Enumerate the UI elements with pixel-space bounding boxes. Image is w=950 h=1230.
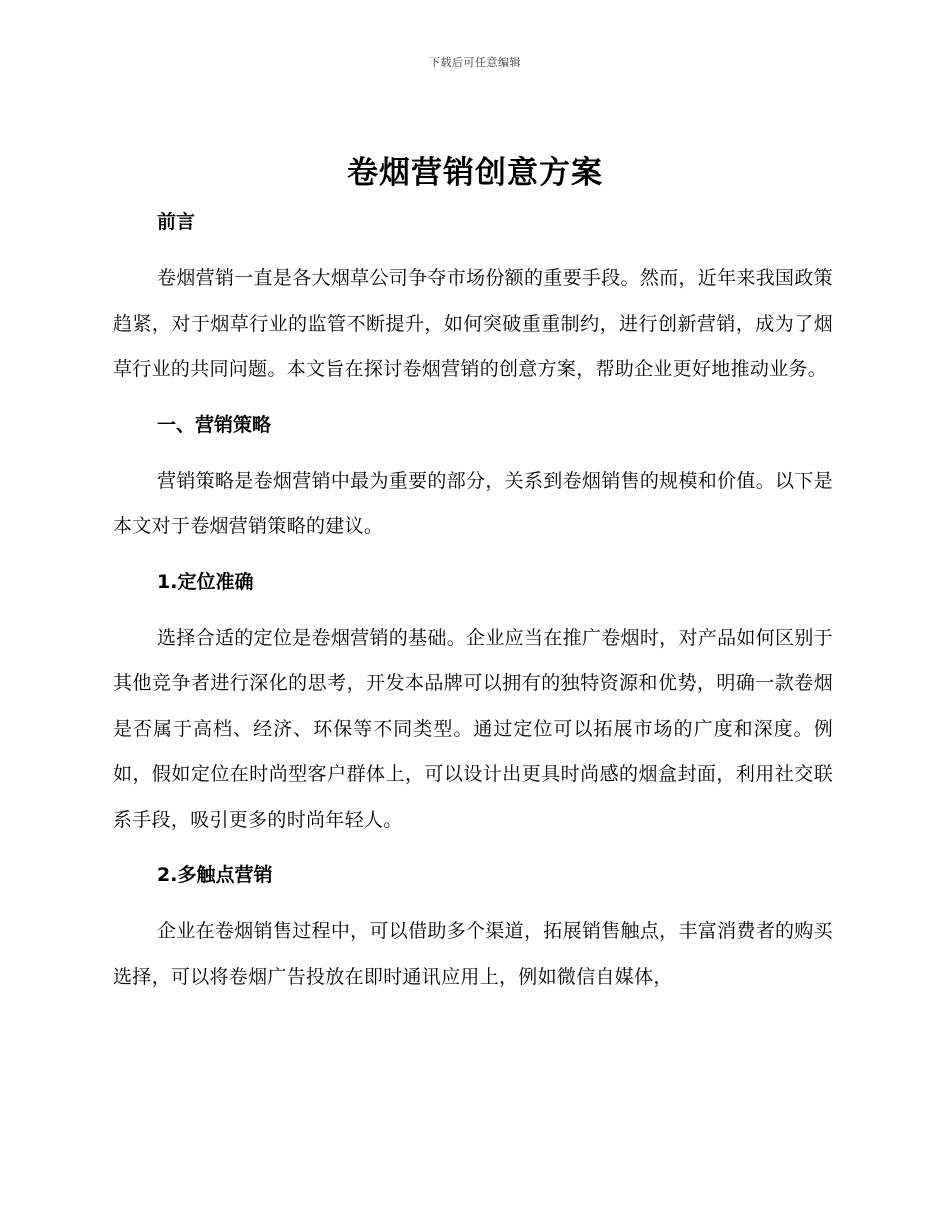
section-heading: 1.定位准确 bbox=[157, 570, 254, 593]
section-paragraph: 卷烟营销一直是各大烟草公司争夺市场份额的重要手段。然而，近年来我国政策趋紧，对于烟草行业的监管不断提升，如何突破重重制约，进行创新营销，成为了烟草行业的共同问题。本文旨在探讨卷烟营销的创意方案，帮助企业更好地推动业务。 bbox=[113, 267, 833, 380]
section-paragraph: 企业在卷烟销售过程中，可以借助多个渠道，拓展销售触点，丰富消费者的购买选择，可以将卷烟广告投放在即时通讯应用上，例如微信自媒体， bbox=[113, 920, 833, 988]
section-heading: 一、营销策略 bbox=[157, 413, 272, 436]
document-title: 卷烟营销创意方案 bbox=[347, 155, 603, 191]
section-multi-touchpoint bbox=[113, 855, 833, 1000]
section-paragraph: 选择合适的定位是卷烟营销的基础。企业应当在推广卷烟时，对产品如何区别于其他竞争者进行深化的思考，开发本品牌可以拥有的独特资源和优势，明确一款卷烟是否属于高档、经济、环保等不同类型。通过定位可以拓展市场的广度和深度。例如，假如定位在时尚型客户群体上，可以设计出更具时尚感的烟盒封面，利用社交联系手段，吸引更多的时尚年轻人。 bbox=[113, 626, 833, 831]
section-marketing-strategy bbox=[113, 405, 833, 550]
document-body bbox=[113, 202, 833, 1000]
header-note: 下载后可任意编辑 bbox=[429, 56, 521, 69]
section-preface bbox=[113, 202, 833, 393]
section-heading: 前言 bbox=[157, 211, 196, 233]
section-paragraph: 营销策略是卷烟营销中最为重要的部分，关系到卷烟销售的规模和价值。以下是本文对于卷烟营销策略的建议。 bbox=[113, 469, 833, 537]
section-positioning bbox=[113, 562, 833, 844]
section-heading: 2.多触点营销 bbox=[157, 864, 273, 886]
